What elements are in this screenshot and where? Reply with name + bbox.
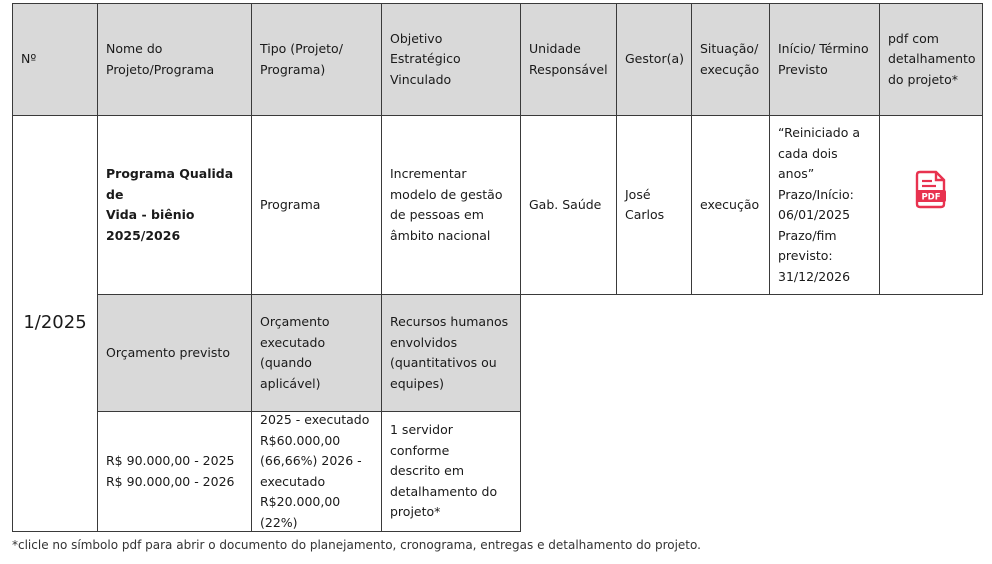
header-manager-label: Gestor(a)	[625, 51, 684, 67]
budget-executed-header-line: (quando aplicável)	[260, 355, 321, 391]
budget-executed-line: R$20.000,00 (22%)	[260, 494, 341, 530]
budget-executed-header	[251, 294, 382, 412]
project-unit-cell	[520, 115, 617, 295]
budget-executed-cell	[251, 411, 382, 532]
header-project-name-line: Projeto/Programa	[106, 61, 215, 77]
header-project-name	[97, 3, 252, 116]
header-objective-line: Vinculado	[390, 71, 452, 87]
budget-planned-line: R$ 90.000,00 - 2026	[106, 473, 235, 489]
budget-executed-line: R$60.000,00	[260, 432, 341, 448]
header-dates-line: Início/ Término	[778, 41, 869, 56]
project-objective-line: de pessoas em	[390, 207, 484, 222]
human-resources-cell	[381, 411, 521, 532]
project-objective-line: modelo de gestão	[390, 186, 503, 202]
budget-planned-cell	[97, 411, 252, 532]
human-resources-header-line: envolvidos	[390, 334, 458, 350]
header-dates	[769, 3, 880, 116]
budget-executed-line: (66,66%) 2026 -	[260, 453, 362, 468]
project-dates-line: anos”	[778, 166, 815, 181]
header-unit	[520, 3, 617, 116]
project-name-line: 2025/2026	[106, 227, 181, 243]
project-manager-line: Carlos	[625, 207, 665, 222]
header-status-line: execução	[700, 61, 760, 77]
project-objective-line: âmbito nacional	[390, 227, 491, 243]
project-dates-line: Prazo/fim	[778, 227, 837, 243]
budget-executed-line: executado	[260, 473, 326, 489]
project-unit: Gab. Saúde	[529, 196, 602, 212]
header-num-label: Nº	[21, 51, 37, 67]
project-dates-line: Prazo/Início:	[778, 186, 854, 202]
project-pdf-cell	[879, 115, 983, 295]
project-dates-line: 31/12/2026	[778, 268, 851, 284]
project-manager-cell	[616, 115, 692, 295]
header-manager	[616, 3, 692, 116]
project-dates-cell	[769, 115, 880, 295]
project-name-cell	[97, 115, 252, 295]
human-resources-header-line: equipes)	[390, 375, 445, 391]
project-number-cell	[12, 115, 98, 532]
budget-planned-header-label: Orçamento previsto	[106, 344, 230, 360]
header-type	[251, 3, 382, 116]
human-resources-line: descrito em	[390, 463, 465, 479]
project-dates-line: 06/01/2025	[778, 207, 851, 222]
pdf-icon[interactable]	[914, 170, 948, 210]
project-type: Programa	[260, 196, 321, 212]
budget-executed-header-line: Orçamento	[260, 314, 330, 329]
header-type-line: Programa)	[260, 61, 326, 77]
human-resources-line: 1 servidor conforme	[390, 422, 453, 458]
header-project-name-line: Nome do	[106, 41, 163, 56]
project-status: execução	[700, 196, 760, 212]
header-objective	[381, 3, 521, 116]
human-resources-header-line: (quantitativos ou	[390, 355, 497, 370]
pdf-link[interactable]	[880, 101, 982, 279]
project-manager-line: José	[625, 186, 651, 202]
header-unit-line: Unidade	[529, 41, 581, 56]
human-resources-header	[381, 294, 521, 412]
header-type-line: Tipo (Projeto/	[260, 41, 343, 56]
budget-executed-line: 2025 - executado	[260, 412, 370, 427]
budget-planned-header	[97, 294, 252, 412]
project-dates-line: “Reiniciado a	[778, 125, 860, 140]
human-resources-header-line: Recursos humanos	[390, 314, 509, 329]
project-objective-line: Incrementar	[390, 166, 467, 181]
project-name-line: Programa Qualida de	[106, 166, 234, 202]
project-type-cell	[251, 115, 382, 295]
header-status-line: Situação/	[700, 41, 759, 56]
header-num	[12, 3, 98, 116]
project-number: 1/2025	[23, 312, 87, 334]
budget-executed-header-line: executado	[260, 334, 326, 350]
project-objective-cell	[381, 115, 521, 295]
footnote: *clicle no símbolo pdf para abrir o documento do planejamento, cronograma, entregas e detalhamento do projeto.	[12, 538, 701, 552]
header-pdf-line: detalhamento	[888, 51, 976, 67]
header-status	[691, 3, 770, 116]
header-dates-line: Previsto	[778, 61, 828, 77]
project-dates-line: previsto:	[778, 248, 833, 263]
project-dates-line: cada dois	[778, 145, 838, 161]
pdf-icon-text: PDF	[921, 192, 941, 203]
project-status-cell	[691, 115, 770, 295]
human-resources-line: detalhamento do	[390, 483, 498, 499]
header-pdf	[879, 3, 983, 116]
header-pdf-line: pdf com	[888, 30, 939, 46]
human-resources-line: projeto*	[390, 504, 441, 520]
header-objective-line: Objetivo Estratégico	[390, 30, 461, 67]
project-name-line: Vida - biênio	[106, 207, 195, 222]
header-pdf-line: do projeto*	[888, 71, 958, 87]
header-unit-line: Responsável	[529, 61, 608, 77]
budget-planned-line: R$ 90.000,00 - 2025	[106, 453, 235, 468]
